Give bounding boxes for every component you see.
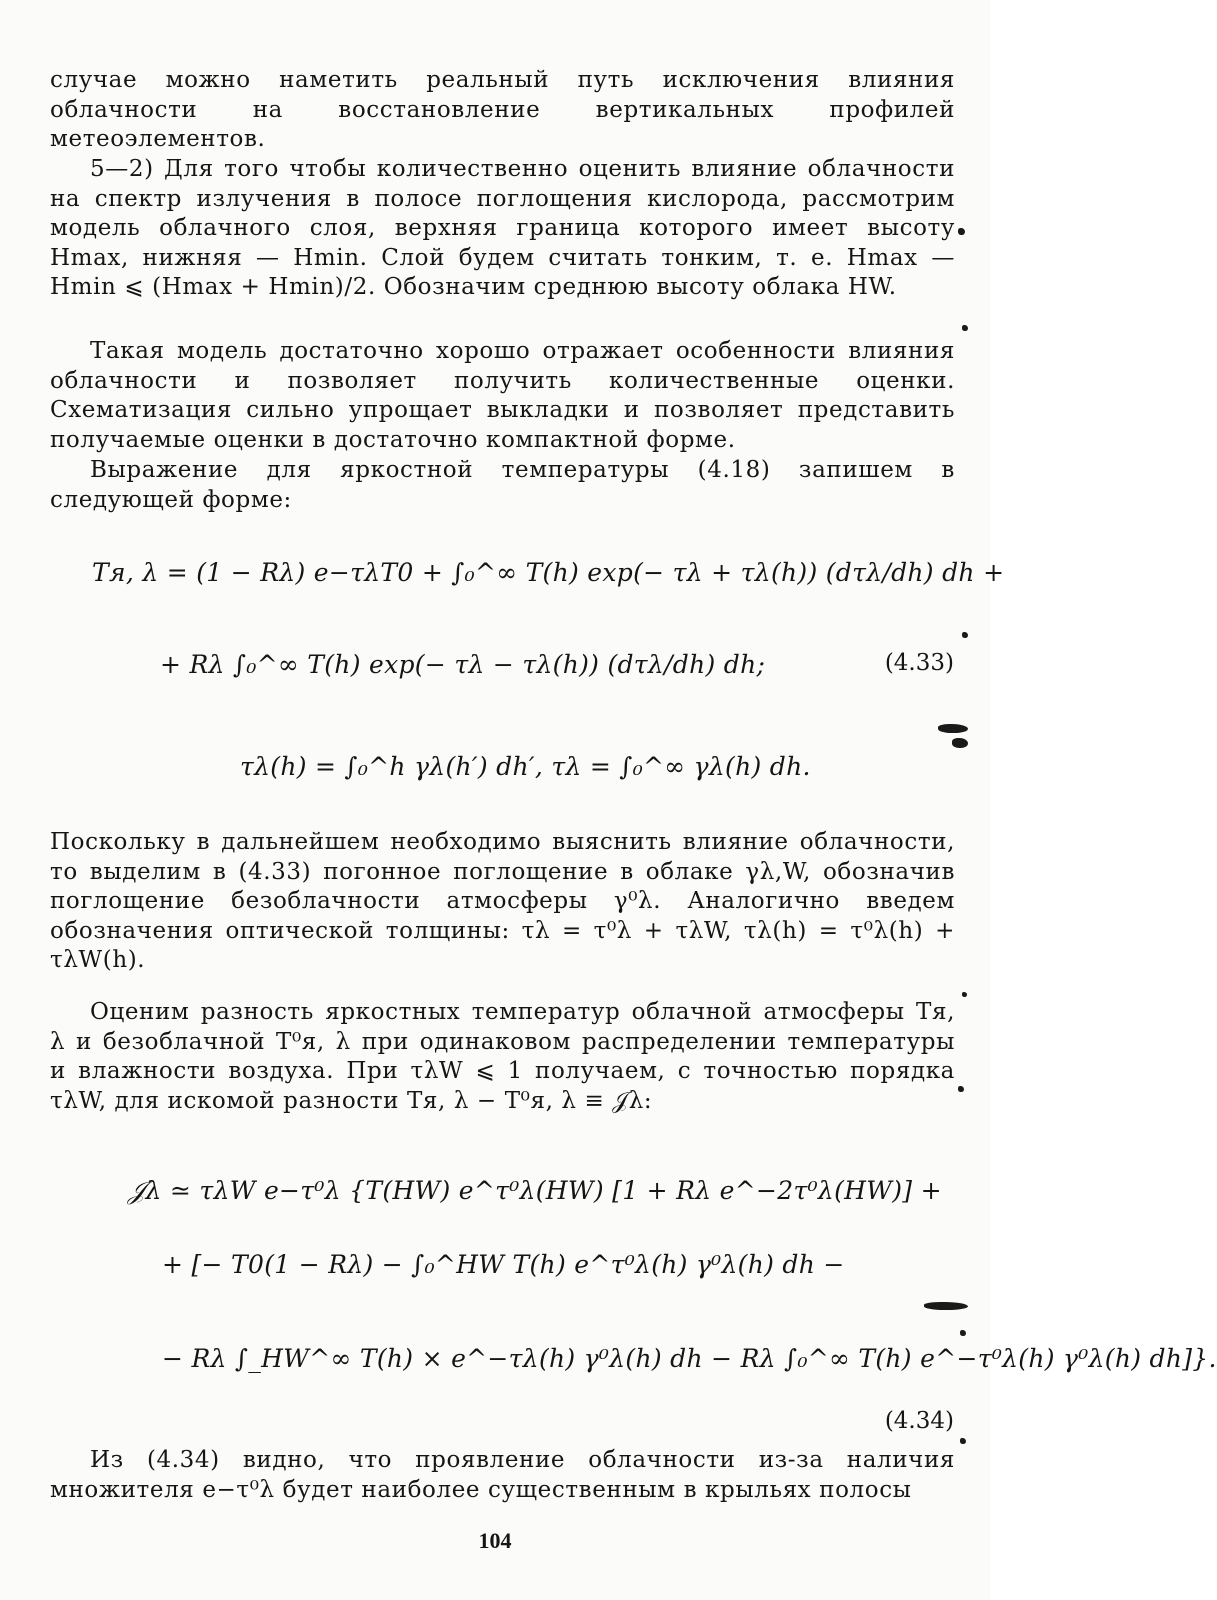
scan-speck bbox=[960, 1438, 966, 1444]
paragraph-model-justification: Такая модель достаточно хорошо отражает особенности влияния облачности и позволяет получить количественные оценки. Схематизация сильно упрощает выкладки и позволяет представить получаемые оценки в достаточно компактной форме. bbox=[50, 338, 955, 453]
equation-4-33-line-2: + Rλ ∫₀^∞ T(h) exp(− τλ − τλ(h)) (dτλ/dh) dh; bbox=[160, 650, 766, 679]
scan-blot bbox=[952, 738, 968, 748]
equation-4-33-line-3: τλ(h) = ∫₀^h γλ(h′) dh′, τλ = ∫₀^∞ γλ(h) dh. bbox=[240, 752, 811, 781]
page-number: 104 bbox=[478, 1528, 512, 1553]
scan-blot bbox=[938, 724, 968, 733]
equation-4-34-line-3: − Rλ ∫_HW^∞ T(h) × e^−τλ(h) γ⁰λ(h) dh − Rλ ∫₀^∞ T(h) e^−τ⁰λ(h) γ⁰λ(h) dh]}. bbox=[162, 1344, 1217, 1373]
scan-speck bbox=[962, 992, 967, 997]
scan-speck bbox=[958, 228, 965, 235]
scan-speck bbox=[962, 632, 968, 638]
scan-speck bbox=[962, 325, 968, 331]
paragraph-conclusion: Из (4.34) видно, что проявление облачности из-за наличия множителя e−τ⁰λ будет наиболее существенным в крыльях полосы bbox=[50, 1447, 955, 1503]
equation-4-34-line-1: 𝒥λ ≃ τλW e−τ⁰λ {T(HW) e^τ⁰λ(HW) [1 + Rλ e^−2τ⁰λ(HW)] + bbox=[128, 1176, 942, 1205]
scan-blot bbox=[924, 1302, 968, 1310]
paragraph-model-description: 5—2) Для того чтобы количественно оценить влияние облачности на спектр излучения в полосе поглощения кислорода, рассмотрим модель облачного слоя, верхняя граница которого имеет высоту Hmax, нижняя — Hmin. Слой будем считать тонким, т. е. Hmax — Hmin ⩽ (Hmax + Hmin)/2. Обозначим среднюю высоту облака HW. bbox=[50, 156, 955, 300]
scan-speck bbox=[960, 1330, 966, 1336]
paragraph-cloud-absorption: Поскольку в дальнейшем необходимо выяснить влияние облачности, то выделим в (4.33) погонное поглощение в облаке γλ,W, обозначив поглощение безоблачности атмосферы γ⁰λ. Аналогично введем обозначения оптической толщины: τλ = τ⁰λ + τλW, τλ(h) = τ⁰λ(h) + τλW(h). bbox=[50, 829, 955, 973]
equation-number-4-33: (4.33) bbox=[884, 650, 954, 676]
equation-number-4-34: (4.34) bbox=[884, 1408, 954, 1434]
paragraph-temperature-difference: Оценим разность яркостных температур облачной атмосферы Tя, λ и безоблачной T⁰я, λ при одинаковом распределении температуры и влажности воздуха. При τλW ⩽ 1 получаем, с точностью порядка τλW, для искомой разности Tя, λ − T⁰я, λ ≡ 𝒥λ: bbox=[50, 999, 955, 1114]
paragraph-intro-end: случае можно наметить реальный путь исключения влияния облачности на восстановление вертикальных профилей метеоэлементов. bbox=[50, 67, 955, 152]
equation-4-34-line-2: + [− T0(1 − Rλ) − ∫₀^HW T(h) e^τ⁰λ(h) γ⁰λ(h) dh − bbox=[162, 1250, 845, 1279]
equation-4-33-line-1: Tя, λ = (1 − Rλ) e−τλT0 + ∫₀^∞ T(h) exp(− τλ + τλ(h)) (dτλ/dh) dh + bbox=[92, 558, 1005, 587]
paragraph-brightness-intro: Выражение для яркостной температуры (4.18) запишем в следующей форме: bbox=[50, 457, 955, 513]
scan-speck bbox=[958, 1086, 964, 1092]
